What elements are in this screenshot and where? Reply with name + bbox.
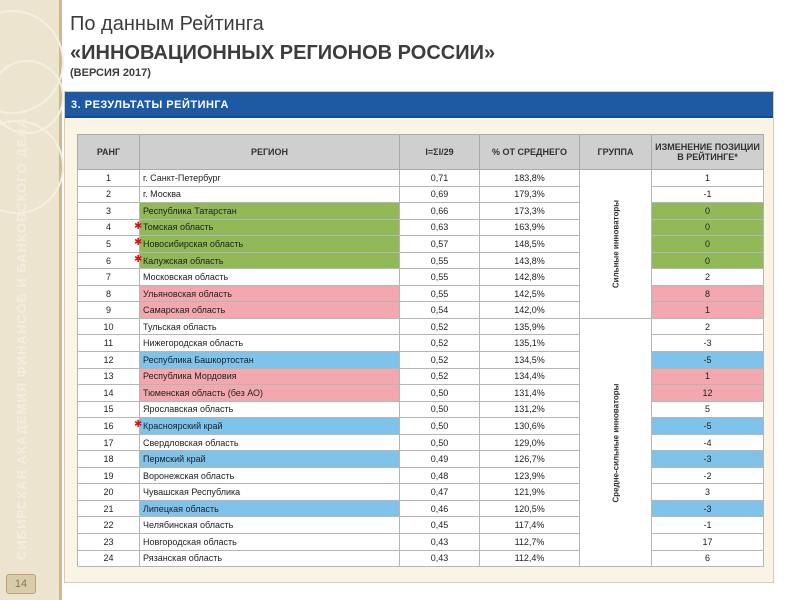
cell-index: 0,45 [400, 517, 480, 534]
cell-rank: 11 [78, 335, 140, 352]
cell-rank: 3 [78, 203, 140, 220]
cell-region [134, 418, 400, 435]
cell-rank: 17 [78, 434, 140, 451]
table-row [78, 368, 764, 385]
table-row [78, 236, 764, 253]
cell-index: 0,50 [400, 385, 480, 402]
cell-change: 2 [652, 269, 764, 286]
cell-index: 0,54 [400, 302, 480, 319]
cell-index: 0,43 [400, 534, 480, 551]
star-marker-icon: ✱ [134, 253, 143, 265]
cell-rank: 13 [78, 368, 140, 385]
region-name: Республика Татарстан [143, 205, 237, 216]
cell-rank: 5 [78, 236, 140, 253]
table-row [78, 170, 764, 187]
cell-rank: 9 [78, 302, 140, 319]
cell-rank: 22 [78, 517, 140, 534]
cell-region [140, 401, 400, 418]
region-name: Тюменская область (без АО) [143, 387, 264, 398]
cell-index: 0,57 [400, 236, 480, 253]
cell-region [140, 517, 400, 534]
cell-rank: 21 [78, 500, 140, 517]
table-header-row [78, 135, 764, 170]
region-name: Калужская область [143, 255, 224, 266]
cell-percent: 142,8% [480, 269, 580, 286]
region-name: Свердловская область [143, 437, 239, 448]
cell-region [140, 269, 400, 286]
cell-percent: 120,5% [480, 500, 580, 517]
cell-change: -3 [652, 451, 764, 468]
region-name: Ульяновская область [143, 288, 232, 299]
cell-index: 0,46 [400, 500, 480, 517]
rating-table [77, 134, 764, 567]
table-row [78, 534, 764, 551]
cell-rank: 7 [78, 269, 140, 286]
region-name: Новосибирская область [143, 238, 244, 249]
decorative-circle [0, 120, 64, 214]
group-medium-strong [580, 318, 652, 566]
slide-number: 14 [6, 574, 36, 594]
cell-change: 1 [652, 302, 764, 319]
cell-region [134, 219, 400, 236]
vertical-watermark: СИБИРСКАЯ АКАДЕМИЯ ФИНАНСОВ И БАНКОВСКОГО ДЕЛА [14, 117, 29, 560]
cell-percent: 123,9% [480, 467, 580, 484]
cell-percent: 135,1% [480, 335, 580, 352]
table-row [78, 467, 764, 484]
table-row [78, 335, 764, 352]
cell-rank: 2 [78, 186, 140, 203]
cell-change: 1 [652, 368, 764, 385]
cell-region [134, 236, 400, 253]
cell-region [140, 534, 400, 551]
cell-rank: 23 [78, 534, 140, 551]
cell-region [140, 467, 400, 484]
cell-region [140, 434, 400, 451]
cell-rank: 24 [78, 550, 140, 567]
cell-change: 0 [652, 203, 764, 220]
region-name: Тульская область [143, 321, 217, 332]
region-name: г. Санкт-Петербург [143, 172, 221, 183]
cell-region [140, 500, 400, 517]
table-row [78, 550, 764, 567]
cell-index: 0,50 [400, 418, 480, 435]
table-row [78, 500, 764, 517]
cell-index: 0,55 [400, 252, 480, 269]
region-name: Томская область [143, 222, 214, 233]
cell-change: -3 [652, 500, 764, 517]
header-index: I=ΣI/29 [400, 135, 480, 170]
cell-rank: 18 [78, 451, 140, 468]
table-row [78, 203, 764, 220]
header-region: РЕГИОН [140, 135, 400, 170]
cell-region [140, 285, 400, 302]
group-label: Средне-сильные инноваторы [611, 383, 620, 503]
table-row [78, 517, 764, 534]
cell-index: 0,69 [400, 186, 480, 203]
table-row [78, 269, 764, 286]
cell-index: 0,50 [400, 434, 480, 451]
cell-region [140, 368, 400, 385]
cell-change: -4 [652, 434, 764, 451]
cell-change: 6 [652, 550, 764, 567]
region-name: Пермский край [143, 454, 206, 465]
table-row [78, 352, 764, 369]
region-name: г. Москва [143, 189, 181, 200]
cell-percent: 131,2% [480, 401, 580, 418]
table-row [78, 451, 764, 468]
cell-percent: 112,4% [480, 550, 580, 567]
cell-percent: 130,6% [480, 418, 580, 435]
cell-percent: 148,5% [480, 236, 580, 253]
cell-index: 0,50 [400, 401, 480, 418]
cell-region [140, 203, 400, 220]
cell-change: 17 [652, 534, 764, 551]
header-rank: РАНГ [78, 135, 140, 170]
region-name: Липецкая область [143, 503, 219, 514]
table-row [78, 418, 764, 435]
cell-change: -3 [652, 335, 764, 352]
cell-region [140, 302, 400, 319]
cell-change: 0 [652, 219, 764, 236]
cell-index: 0,48 [400, 467, 480, 484]
region-name: Московская область [143, 272, 229, 283]
cell-percent: 112,7% [480, 534, 580, 551]
cell-rank: 1 [78, 170, 140, 187]
cell-percent: 134,5% [480, 352, 580, 369]
cell-rank: 10 [78, 318, 140, 335]
cell-index: 0,52 [400, 335, 480, 352]
cell-percent: 117,4% [480, 517, 580, 534]
cell-index: 0,63 [400, 219, 480, 236]
cell-rank: 4 [78, 219, 140, 236]
cell-region [140, 318, 400, 335]
cell-percent: 142,5% [480, 285, 580, 302]
cell-change: 2 [652, 318, 764, 335]
group-label: Сильные инноваторы [611, 199, 620, 289]
cell-percent: 143,8% [480, 252, 580, 269]
region-name: Рязанская область [143, 553, 223, 564]
cell-percent: 129,0% [480, 434, 580, 451]
header-percent: % ОТ СРЕДНЕГО [480, 135, 580, 170]
region-name: Ярославская область [143, 404, 234, 415]
cell-region [140, 170, 400, 187]
title-line-2: «ИННОВАЦИОННЫХ РЕГИОНОВ РОССИИ» [70, 42, 496, 64]
region-name: Самарская область [143, 305, 226, 316]
cell-rank: 16 [78, 418, 140, 435]
cell-percent: 163,9% [480, 219, 580, 236]
region-name: Воронежская область [143, 470, 235, 481]
table-row [78, 302, 764, 319]
table-row [78, 285, 764, 302]
cell-index: 0,52 [400, 352, 480, 369]
region-name: Республика Башкортостан [143, 354, 254, 365]
cell-region [140, 451, 400, 468]
table-row [78, 318, 764, 335]
table-row [78, 219, 764, 236]
table-row [78, 434, 764, 451]
cell-change: -5 [652, 418, 764, 435]
cell-region [140, 484, 400, 501]
table-row [78, 385, 764, 402]
star-marker-icon: ✱ [134, 237, 143, 249]
cell-index: 0,71 [400, 170, 480, 187]
title-version: (ВЕРСИЯ 2017) [70, 67, 151, 79]
table-row [78, 186, 764, 203]
cell-change: 1 [652, 170, 764, 187]
cell-change: -5 [652, 352, 764, 369]
region-name: Челябинская область [143, 520, 234, 531]
cell-rank: 20 [78, 484, 140, 501]
star-marker-icon: ✱ [134, 220, 143, 232]
cell-change: -1 [652, 517, 764, 534]
region-name: Нижегородская область [143, 338, 244, 349]
cell-index: 0,66 [400, 203, 480, 220]
header-group: ГРУППА [580, 135, 652, 170]
header-change: ИЗМЕНЕНИЕ ПОЗИЦИИ В РЕЙТИНГЕ* [652, 135, 764, 170]
table-row [78, 401, 764, 418]
cell-index: 0,55 [400, 269, 480, 286]
table-row [78, 484, 764, 501]
cell-index: 0,55 [400, 285, 480, 302]
cell-index: 0,43 [400, 550, 480, 567]
cell-percent: 142,0% [480, 302, 580, 319]
cell-percent: 131,4% [480, 385, 580, 402]
cell-index: 0,52 [400, 368, 480, 385]
title-line-1: По данным Рейтинга [70, 13, 264, 35]
cell-rank: 19 [78, 467, 140, 484]
cell-percent: 126,7% [480, 451, 580, 468]
region-name: Новгородская область [143, 536, 237, 547]
cell-region [140, 186, 400, 203]
cell-region [140, 335, 400, 352]
cell-region [134, 252, 400, 269]
cell-change: 5 [652, 401, 764, 418]
cell-change: 0 [652, 236, 764, 253]
cell-percent: 183,8% [480, 170, 580, 187]
left-decorative-band [0, 0, 62, 600]
cell-percent: 121,9% [480, 484, 580, 501]
cell-index: 0,52 [400, 318, 480, 335]
rating-panel [64, 91, 774, 583]
cell-rank: 12 [78, 352, 140, 369]
cell-rank: 6 [78, 252, 140, 269]
cell-change: 3 [652, 484, 764, 501]
cell-region [140, 550, 400, 567]
group-strong [580, 170, 652, 319]
cell-change: -1 [652, 186, 764, 203]
slide-title [70, 12, 790, 80]
section-header: 3. РЕЗУЛЬТАТЫ РЕЙТИНГА [65, 92, 773, 118]
star-marker-icon: ✱ [134, 419, 143, 431]
cell-percent: 135,9% [480, 318, 580, 335]
table-row [78, 252, 764, 269]
cell-change: 8 [652, 285, 764, 302]
cell-index: 0,49 [400, 451, 480, 468]
cell-region [140, 352, 400, 369]
cell-percent: 173,3% [480, 203, 580, 220]
region-name: Чувашская Республика [143, 487, 241, 498]
cell-rank: 15 [78, 401, 140, 418]
region-name: Республика Мордовия [143, 371, 237, 382]
cell-change: 0 [652, 252, 764, 269]
cell-change: 12 [652, 385, 764, 402]
cell-percent: 134,4% [480, 368, 580, 385]
cell-percent: 179,3% [480, 186, 580, 203]
cell-region [140, 385, 400, 402]
cell-rank: 8 [78, 285, 140, 302]
cell-change: -2 [652, 467, 764, 484]
region-name: Красноярский край [143, 420, 223, 431]
cell-rank: 14 [78, 385, 140, 402]
cell-index: 0,47 [400, 484, 480, 501]
